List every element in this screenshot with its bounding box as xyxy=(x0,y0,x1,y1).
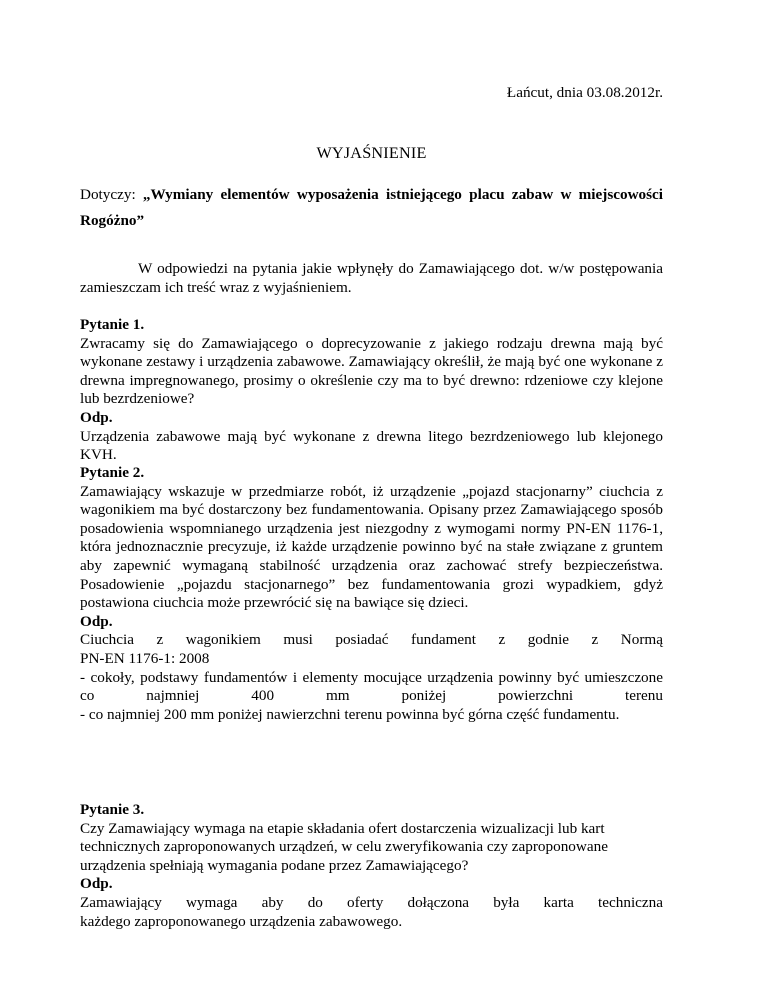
answer-line: PN-EN 1176-1: 2008 xyxy=(80,649,210,667)
answer-heading: Odp. xyxy=(80,875,113,893)
question-heading: Pytanie 2. xyxy=(80,464,145,481)
subject-block xyxy=(80,182,663,234)
answer-text: Urządzenia zabawowe mają być wykonane z drewna litego bezrdzeniowego lub klejonego KVH. xyxy=(80,427,663,464)
question-heading: Pytanie 3. xyxy=(80,801,145,818)
subject-label: Dotyczy: xyxy=(80,186,136,203)
answer-line: - co najmniej 200 mm poniżej nawierzchni terenu powinna być górna część fundamentu. xyxy=(80,705,620,723)
answer-line: każdego zaproponowanego urządzenia zabawowego. xyxy=(80,912,403,930)
question-text: Czy Zamawiający wymaga na etapie składania ofert dostarczenia wizualizacji lub kart technicznych zaproponowanych urządzeń, w celu zweryfikowania czy zaproponowane urządzenia spełniają wymagania podane przez Zamawiającego? xyxy=(80,819,608,874)
question-3 xyxy=(80,801,663,931)
subject-text: „Wymiany elementów wyposażenia istniejącego placu zabaw w miejscowości Rogóżno” xyxy=(80,186,664,229)
intro-text: W odpowiedzi na pytania jakie wpłynęły do Zamawiającego dot. w/w postępowania zamieszczam ich treść wraz z wyjaśnieniem. xyxy=(80,260,663,296)
answer-line-text: Zamawiający wymaga aby do oferty dołączona była karta techniczna xyxy=(80,893,663,911)
answer-heading: Odp. xyxy=(80,408,113,426)
question-text: Zamawiający wskazuje w przedmiarze robót, iż urządzenie „pojazd stacjonarny” ciuchcia z wagonikiem ma być dostarczony bez fundamentowania. Opisany przez Zamawiającego sposób posadowienia wspomnianego urządzenia jest niezgodny z wymogami normy PN-EN 1176-1, która jednoznacznie precyzuje, iż każde urządzenie powinno być na stałe związane z gruntem aby zapewnić wymaganą stabilność urządzenia oraz zachować strefy bezpieczeństwa. Posadowienie „pojazdu stacjonarnego” bez fundamentowania grozi wypadkiem, gdyż postawiona ciuchcia może przewrócić się na bawiące się dzieci. xyxy=(80,482,663,612)
answer-line: - cokoły, podstawy fundamentów i elementy mocujące urządzenia powinny być umieszczone co najmniej 400 mm poniżej powierzchni terenu xyxy=(80,668,663,705)
answer-line-text: Ciuchcia z wagonikiem musi posiadać fundament z godnie z Normą xyxy=(80,631,663,649)
intro-paragraph xyxy=(80,260,663,297)
answer-heading: Odp. xyxy=(80,612,113,630)
answer-line xyxy=(80,631,663,650)
question-1 xyxy=(80,316,663,465)
question-2 xyxy=(80,464,663,724)
document-title: WYJAŚNIENIE xyxy=(316,144,427,162)
question-text: Zwracamy się do Zamawiającego o doprecyzowanie z jakiego rodzaju drewna mają być wykonane zestawy i urządzenia zabawowe. Zamawiający określił, że mają być one wykonane z drewna impregnowanego, prosimy o określenie czy ma to być drewno: rdzeniowe czy klejone lub bezrdzeniowe? xyxy=(80,334,663,408)
date-line: Łańcut, dnia 03.08.2012r. xyxy=(506,84,663,101)
question-heading: Pytanie 1. xyxy=(80,316,145,333)
